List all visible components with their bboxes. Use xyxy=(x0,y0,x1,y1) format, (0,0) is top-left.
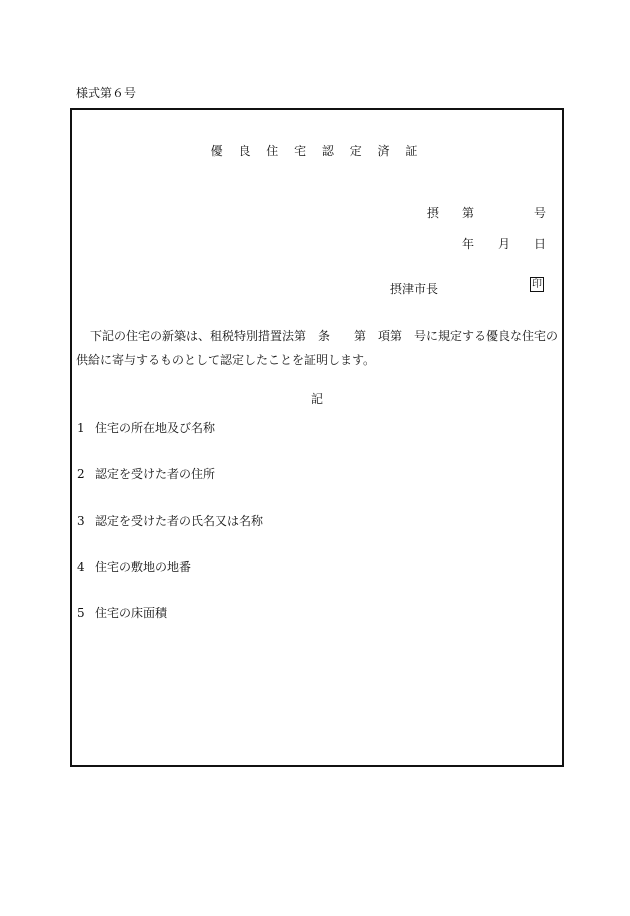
issue-dai: 第 xyxy=(462,206,475,220)
item-number: 4 xyxy=(77,560,85,574)
item-label: 住宅の敷地の地番 xyxy=(95,560,192,574)
item-number: 1 xyxy=(77,421,85,435)
list-item xyxy=(77,419,215,436)
item-number: 2 xyxy=(77,467,85,481)
seal-label: 印 xyxy=(532,279,542,290)
list-item xyxy=(77,604,167,621)
list-item xyxy=(77,512,263,529)
item-number: 5 xyxy=(77,606,85,620)
certificate-body-text: 下記の住宅の新築は、租税特別措置法第 条 第 項第 号に規定する優良な住宅の供給に寄与するものとして認定したことを証明します。 xyxy=(76,329,559,367)
item-label: 認定を受けた者の住所 xyxy=(95,467,216,481)
item-label: 住宅の所在地及び名称 xyxy=(95,421,216,435)
date-month: 月 xyxy=(498,237,511,251)
seal-mark xyxy=(530,277,544,292)
item-label: 認定を受けた者の氏名又は名称 xyxy=(95,514,264,528)
item-number: 3 xyxy=(77,514,85,528)
certificate-frame xyxy=(70,108,564,767)
issue-go: 号 xyxy=(534,206,547,220)
issue-prefix: 摂 xyxy=(427,206,440,220)
list-item xyxy=(77,558,191,575)
date-year: 年 xyxy=(462,237,475,251)
form-number: 様式第６号 xyxy=(76,86,137,100)
date-day: 日 xyxy=(534,237,547,251)
ki-heading: 記 xyxy=(310,392,323,406)
list-item xyxy=(77,465,215,482)
certificate-title: 優 良 住 宅 認 定 済 証 xyxy=(210,144,424,158)
item-label: 住宅の床面積 xyxy=(95,606,168,620)
issuer-name: 摂津市長 xyxy=(390,282,439,296)
